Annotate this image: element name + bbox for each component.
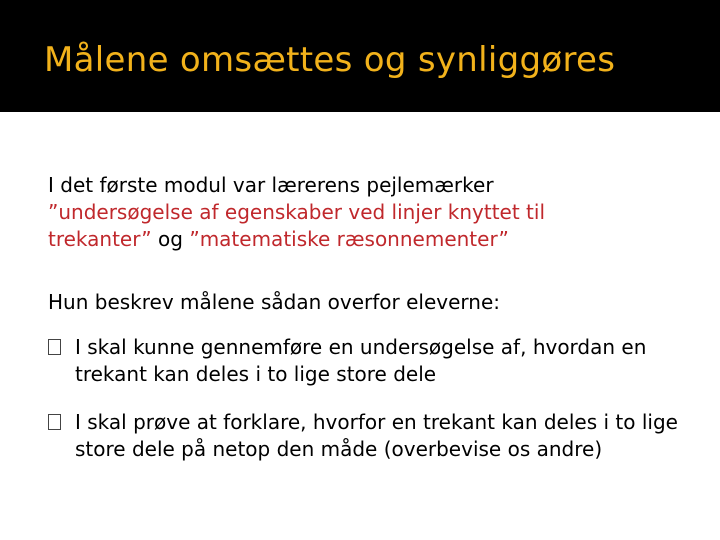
slide-title: Målene omsættes og synliggøres bbox=[44, 40, 616, 80]
intro-line-3-quote: trekanter” bbox=[48, 227, 152, 251]
intro-line-1: I det første modul var lærerens pejlemærker bbox=[48, 173, 494, 197]
bullet-text-2: I skal prøve at forklare, hvorfor en trekant kan deles i to lige store dele på netop den måde (overbevise os andre) bbox=[75, 410, 678, 461]
bullet-text-1: I skal kunne gennemføre en undersøgelse af, hvordan en trekant kan deles i to lige store dele bbox=[75, 335, 647, 386]
intro-paragraph bbox=[48, 172, 688, 253]
intro-line-3-middle: og bbox=[151, 227, 190, 251]
title-bar bbox=[0, 0, 720, 112]
bullet-box-icon bbox=[48, 339, 61, 355]
bullet-item-1 bbox=[48, 334, 695, 388]
lead-paragraph: Hun beskrev målene sådan overfor eleverne: bbox=[48, 290, 500, 314]
intro-line-2: ”undersøgelse af egenskaber ved linjer knyttet til bbox=[48, 200, 546, 224]
slide-content bbox=[48, 172, 688, 484]
bullet-item-2 bbox=[48, 409, 695, 463]
bullet-box-icon bbox=[48, 414, 61, 430]
intro-line-3-quote2: ”matematiske ræsonnementer” bbox=[189, 227, 509, 251]
